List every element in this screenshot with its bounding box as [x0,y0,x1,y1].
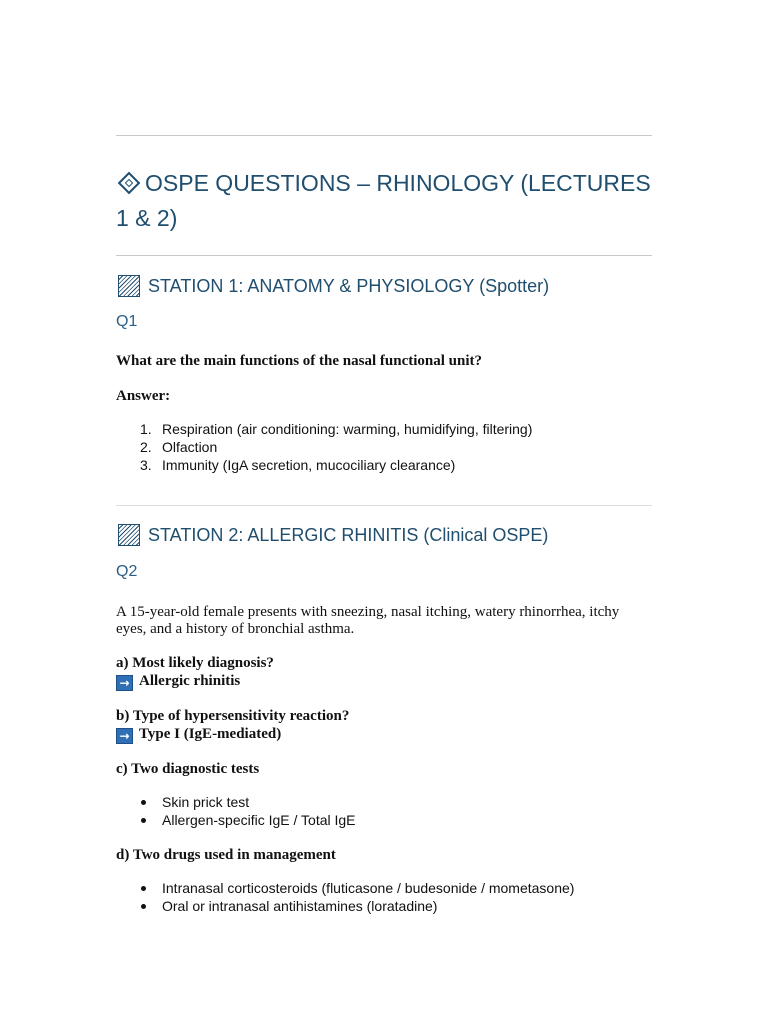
question-1-text: What are the main functions of the nasal functional unit? [116,353,483,369]
station-1-heading-text: STATION 1: ANATOMY & PHYSIOLOGY (Spotter) [148,276,550,296]
arrow-icon: → [116,675,133,691]
list-item-text: Olfaction [162,439,218,455]
question-a: a) Most likely diagnosis? [116,655,274,671]
bullet [141,886,146,891]
management-drugs-list [116,879,574,915]
diagnostic-tests-list [116,793,356,829]
hatched-square-icon [118,524,140,546]
list-item [116,811,356,829]
divider [116,255,652,256]
question-b: b) Type of hypersensitivity reaction? [116,708,350,724]
list-item-number: 2. [140,439,152,455]
arrow-icon: → [116,728,133,744]
answer-label: Answer: [116,388,171,404]
station-2-heading [116,522,656,548]
list-item [116,438,532,456]
station-2-heading-text: STATION 2: ALLERGIC RHINITIS (Clinical OSPE) [148,525,549,545]
question-label-q2: Q2 [116,563,138,580]
list-item [116,793,356,811]
answer-b-text: Type I (IgE-mediated) [139,726,282,742]
question-label-q1: Q1 [116,313,138,330]
diamond-icon [118,172,141,195]
case-line-2: eyes, and a history of bronchial asthma. [116,621,355,637]
hatched-square-icon [118,275,140,297]
list-item-number: 3. [140,457,152,473]
list-item [116,420,532,438]
list-item-text: Intranasal corticosteroids (fluticasone / budesonide / mometasone) [162,880,575,896]
page-title-text: OSPE QUESTIONS – RHINOLOGY (LECTURES 1 & 2) [116,170,651,231]
station-1-heading [116,273,656,299]
case-description [116,604,652,638]
answer-list [116,420,532,474]
list-item [116,879,574,897]
answer-a [116,673,652,691]
bullet [141,904,146,909]
question-d: d) Two drugs used in management [116,847,336,863]
answer-a-text: Allergic rhinitis [139,673,241,689]
bullet [141,800,146,805]
list-item [116,897,574,915]
divider [116,505,652,506]
list-item-number: 1. [140,421,152,437]
page-title [116,166,656,236]
bullet [141,818,146,823]
list-item-text: Allergen-specific IgE / Total IgE [162,812,356,828]
divider [116,135,652,136]
answer-b [116,726,652,744]
list-item [116,456,532,474]
list-item-text: Respiration (air conditioning: warming, humidifying, filtering) [162,421,533,437]
case-line-1: A 15-year-old female presents with sneezing, nasal itching, watery rhinorrhea, itchy [116,604,620,620]
question-c: c) Two diagnostic tests [116,761,260,777]
list-item-text: Skin prick test [162,794,250,810]
list-item-text: Immunity (IgA secretion, mucociliary clearance) [162,457,456,473]
list-item-text: Oral or intranasal antihistamines (loratadine) [162,898,438,914]
